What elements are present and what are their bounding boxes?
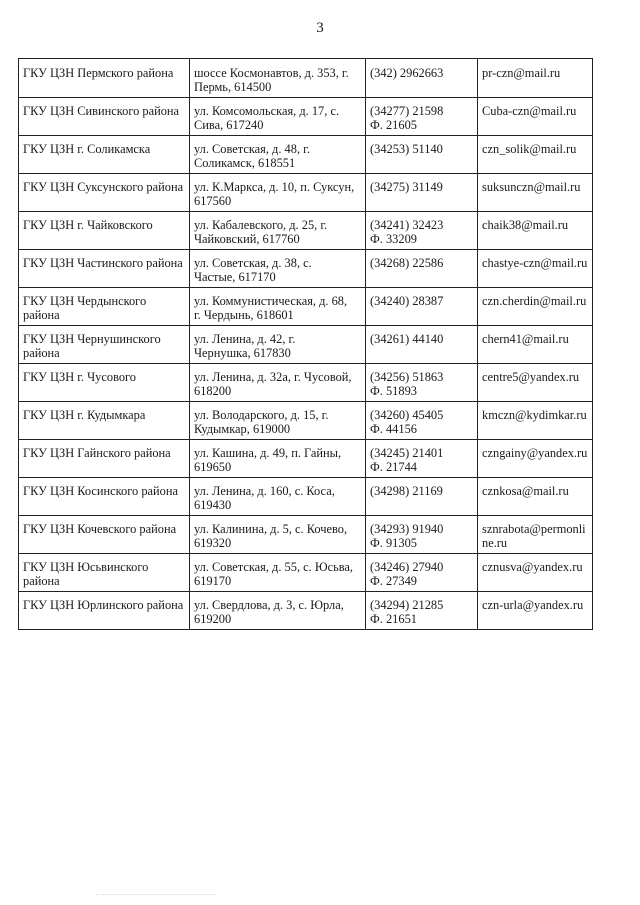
address-line: Пермь, 614500 [194,80,272,94]
phone-number: (34294) 21285 [370,598,444,612]
email-address: pr-czn@mail.ru [482,66,561,80]
email-address: cznusva@yandex.ru [482,560,583,574]
address-line: Сива, 617240 [194,118,264,132]
cell-email [478,212,593,250]
organization-name: ГКУ ЦЗН Косинского района [23,484,178,498]
cell-phone [366,402,478,440]
address-line: Частые, 617170 [194,270,276,284]
cell-email [478,174,593,212]
address-line: 619200 [194,612,232,626]
fax-number: Ф. 91305 [370,536,417,550]
cell-address [190,478,366,516]
email-address: czn.cherdin@mail.ru [482,294,587,308]
cell-address [190,440,366,478]
table-row [19,516,593,554]
cell-address [190,136,366,174]
organization-name: ГКУ ЦЗН Частинского района [23,256,183,270]
table-row [19,288,593,326]
email-address: chastye-czn@mail.ru [482,256,588,270]
fax-number: Ф. 44156 [370,422,417,436]
cell-email [478,364,593,402]
address-line: ул. Ленина, д. 160, с. Коса, [194,484,335,498]
cell-email [478,478,593,516]
organization-name: ГКУ ЦЗН Сивинского района [23,104,180,118]
table-row [19,250,593,288]
cell-address [190,402,366,440]
organization-name: ГКУ ЦЗН Гайнского района [23,446,171,460]
phone-number: (34241) 32423 [370,218,444,232]
email-address: czn-urla@yandex.ru [482,598,584,612]
address-line: Чайковский, 617760 [194,232,300,246]
phone-number: (34240) 28387 [370,294,444,308]
cell-address [190,326,366,364]
fax-number: Ф. 51893 [370,384,417,398]
cell-organization [19,174,190,212]
fax-number: Ф. 21605 [370,118,417,132]
email-address: suksunczn@mail.ru [482,180,581,194]
cell-address [190,212,366,250]
address-line: ул. Кабалевского, д. 25, г. [194,218,328,232]
address-line: 618200 [194,384,232,398]
cell-organization [19,364,190,402]
cell-address [190,288,366,326]
address-line: ул. Советская, д. 38, с. [194,256,312,270]
phone-number: (34268) 22586 [370,256,444,270]
cell-organization [19,592,190,630]
cell-address [190,516,366,554]
cell-phone [366,136,478,174]
footer-scan-mark [96,894,216,898]
email-address: cznkosa@mail.ru [482,484,569,498]
phone-number: (34298) 21169 [370,484,443,498]
organization-name: ГКУ ЦЗН Пермского района [23,66,174,80]
address-line: ул. Володарского, д. 15, г. [194,408,329,422]
cell-address [190,98,366,136]
organization-name: ГКУ ЦЗН Чернушинского района [23,332,161,360]
email-address: centre5@yandex.ru [482,370,580,384]
cell-organization [19,250,190,288]
table-row [19,440,593,478]
email-address: czngainy@yandex.ru [482,446,588,460]
cell-organization [19,98,190,136]
cell-phone [366,250,478,288]
cell-phone [366,440,478,478]
phone-number: (34245) 21401 [370,446,444,460]
address-line: 619430 [194,498,232,512]
cell-email [478,250,593,288]
table-row [19,554,593,592]
table-row [19,592,593,630]
table-row [19,212,593,250]
cell-phone [366,98,478,136]
cell-phone [366,174,478,212]
organization-name: ГКУ ЦЗН г. Кудымкара [23,408,146,422]
cell-email [478,136,593,174]
address-line: 617560 [194,194,232,208]
cell-organization [19,402,190,440]
cell-organization [19,136,190,174]
phone-number: (34275) 31149 [370,180,443,194]
cell-phone [366,212,478,250]
address-line: ул. Советская, д. 48, г. [194,142,310,156]
cell-phone [366,516,478,554]
cell-phone [366,59,478,98]
cell-email [478,402,593,440]
cell-address [190,592,366,630]
phone-number: (34261) 44140 [370,332,444,346]
email-address: kmczn@kydimkar.ru [482,408,587,422]
table-row [19,402,593,440]
table-row [19,174,593,212]
cell-email [478,554,593,592]
organization-name: ГКУ ЦЗН г. Чайковского [23,218,153,232]
address-line: ул. Свердлова, д. 3, с. Юрла, [194,598,344,612]
table-row [19,98,593,136]
cell-email [478,592,593,630]
email-address: Cuba-czn@mail.ru [482,104,577,118]
phone-number: (342) 2962663 [370,66,444,80]
cell-phone [366,478,478,516]
phone-number: (34277) 21598 [370,104,444,118]
cell-organization [19,59,190,98]
fax-number: Ф. 27349 [370,574,417,588]
address-line: Кудымкар, 619000 [194,422,291,436]
address-line: 619320 [194,536,232,550]
organization-name: ГКУ ЦЗН Юрлинского района [23,598,184,612]
cell-phone [366,592,478,630]
address-line: 619650 [194,460,232,474]
cell-organization [19,326,190,364]
address-line: шоссе Космонавтов, д. 353, г. [194,66,349,80]
email-address: chaik38@mail.ru [482,218,569,232]
address-line: Чернушка, 617830 [194,346,291,360]
email-address: sznrabota@permonline.ru [482,522,586,550]
cell-organization [19,288,190,326]
cell-email [478,440,593,478]
table-row [19,326,593,364]
address-line: ул. Калинина, д. 5, с. Кочево, [194,522,348,536]
table-row [19,364,593,402]
cell-email [478,59,593,98]
table-body [19,59,593,630]
address-line: ул. Коммунистическая, д. 68, [194,294,348,308]
address-line: г. Чердынь, 618601 [194,308,294,322]
cell-email [478,98,593,136]
table-row [19,59,593,98]
email-address: czn_solik@mail.ru [482,142,577,156]
cell-phone [366,288,478,326]
organization-name: ГКУ ЦЗН г. Соликамска [23,142,151,156]
address-line: 619170 [194,574,232,588]
cell-address [190,364,366,402]
cell-phone [366,326,478,364]
page-number: 3 [316,20,324,36]
fax-number: Ф. 33209 [370,232,417,246]
cell-address [190,59,366,98]
cell-email [478,516,593,554]
cell-organization [19,440,190,478]
cell-phone [366,554,478,592]
phone-number: (34260) 45405 [370,408,444,422]
organization-name: ГКУ ЦЗН Юсьвинского района [23,560,149,588]
phone-number: (34293) 91940 [370,522,444,536]
organization-name: ГКУ ЦЗН Чердынского района [23,294,147,322]
organization-name: ГКУ ЦЗН Кочевского района [23,522,177,536]
address-line: ул. К.Маркса, д. 10, п. Суксун, [194,180,355,194]
organization-name: ГКУ ЦЗН Суксунского района [23,180,184,194]
phone-number: (34256) 51863 [370,370,444,384]
organization-name: ГКУ ЦЗН г. Чусового [23,370,137,384]
employment-centers-table [18,58,593,630]
cell-email [478,288,593,326]
table-row [19,136,593,174]
address-line: Соликамск, 618551 [194,156,296,170]
address-line: ул. Советская, д. 55, с. Юсьва, [194,560,354,574]
cell-address [190,174,366,212]
cell-organization [19,554,190,592]
cell-organization [19,478,190,516]
cell-organization [19,212,190,250]
address-line: ул. Кашина, д. 49, п. Гайны, [194,446,342,460]
phone-number: (34253) 51140 [370,142,443,156]
cell-address [190,554,366,592]
fax-number: Ф. 21744 [370,460,417,474]
address-line: ул. Ленина, д. 32а, г. Чусовой, [194,370,352,384]
address-line: ул. Комсомольская, д. 17, с. [194,104,340,118]
cell-email [478,326,593,364]
email-address: chern41@mail.ru [482,332,569,346]
phone-number: (34246) 27940 [370,560,444,574]
cell-organization [19,516,190,554]
cell-phone [366,364,478,402]
table-row [19,478,593,516]
fax-number: Ф. 21651 [370,612,417,626]
address-line: ул. Ленина, д. 42, г. [194,332,296,346]
cell-address [190,250,366,288]
